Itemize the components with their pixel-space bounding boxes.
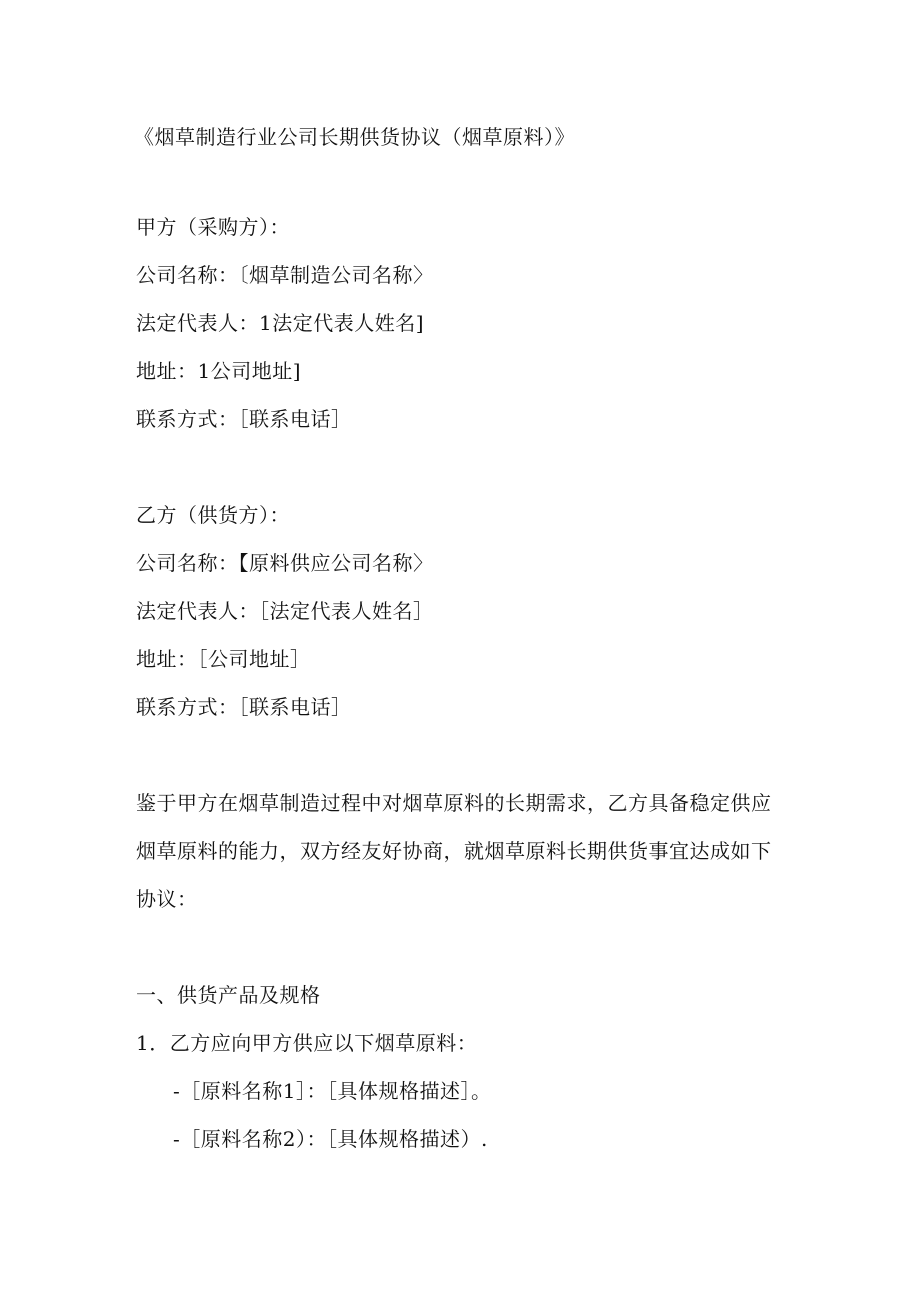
party-a-address: 地址：1公司地址] xyxy=(136,359,302,383)
party-b-heading: 乙方（供货方）： xyxy=(136,503,290,527)
sub-list-item: -［原料名称2）：［具体规格描述）. xyxy=(173,1127,488,1151)
preamble-line: 烟草原料的能力，双方经友好协商，就烟草原料长期供货事宜达成如下 xyxy=(136,839,772,863)
party-b-contact: 联系方式：［联系电话］ xyxy=(136,695,352,719)
party-b-legal-rep: 法定代表人：［法定代表人姓名］ xyxy=(136,599,434,623)
party-b-address: 地址：［公司地址］ xyxy=(136,647,311,671)
party-a-contact: 联系方式：［联系电话］ xyxy=(136,407,352,431)
list-item: 1．乙方应向甲方供应以下烟草原料： xyxy=(136,1031,478,1055)
party-b-company: 公司名称：【原料供应公司名称〉 xyxy=(136,551,434,575)
party-a-legal-rep: 法定代表人：1法定代表人姓名] xyxy=(136,311,425,335)
section-heading: 一、供货产品及规格 xyxy=(136,983,321,1007)
preamble-line: 协议： xyxy=(136,887,198,911)
party-a-company: 公司名称：〔烟草制造公司名称〉 xyxy=(136,263,434,287)
sub-list-item: -［原料名称1］：［具体规格描述］。 xyxy=(173,1079,492,1103)
preamble-line: 鉴于甲方在烟草制造过程中对烟草原料的长期需求，乙方具备稳定供应 xyxy=(136,791,772,815)
document-title: 《烟草制造行业公司长期供货协议（烟草原料）》 xyxy=(134,125,575,149)
party-a-heading: 甲方（采购方）： xyxy=(136,215,290,239)
